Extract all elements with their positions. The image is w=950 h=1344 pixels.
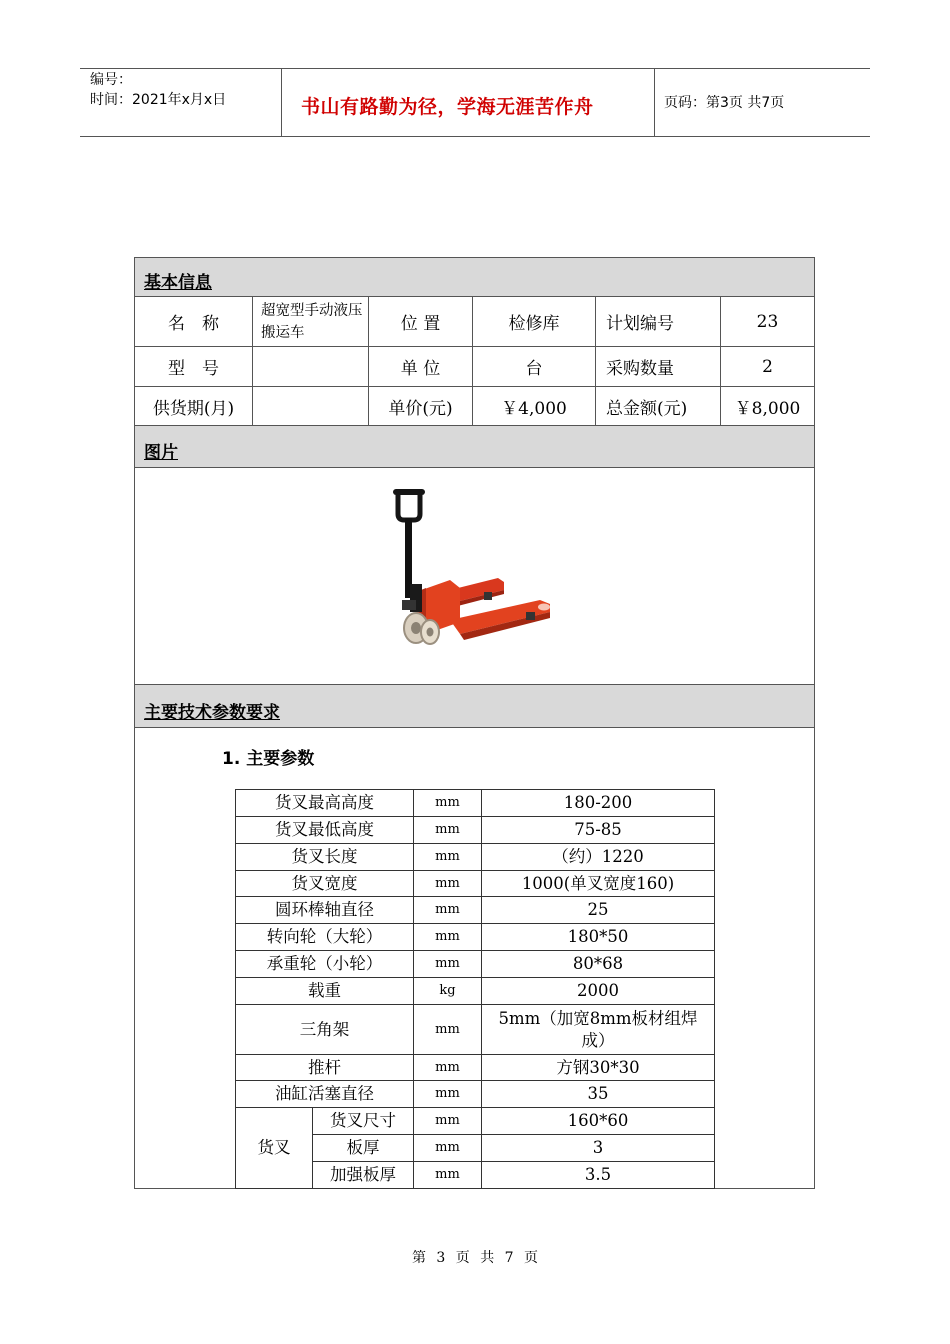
param-unit: mm [414, 1135, 482, 1162]
unit-price-label: 单价(元) [388, 398, 453, 419]
param-name: 货叉长度 [236, 844, 414, 871]
doc-time-label: 时间：2021年x月x日 [90, 92, 227, 108]
purchase-qty-value: 2 [762, 356, 773, 377]
param-name: 货叉宽度 [236, 871, 414, 897]
location-value: 检修库 [508, 314, 560, 334]
param-value: 25 [482, 897, 715, 924]
param-value: 180-200 [482, 790, 715, 817]
param-unit: mm [414, 844, 482, 871]
param-unit: mm [414, 951, 482, 978]
param-name: 承重轮（小轮） [236, 951, 414, 978]
location-label: 位 置 [400, 314, 441, 334]
header-divider-left [281, 68, 282, 136]
param-unit: mm [414, 1162, 482, 1189]
table-row [236, 1055, 715, 1081]
param-name: 油缸活塞直径 [236, 1081, 414, 1108]
table-row [236, 951, 715, 978]
param-name: 载重 [236, 978, 414, 1005]
param-value: （约）1220 [482, 844, 715, 871]
params-table [235, 789, 715, 1189]
model-value [253, 347, 368, 386]
param-unit: mm [414, 790, 482, 817]
param-unit: mm [414, 1055, 482, 1081]
name-label: 名 称 [168, 314, 219, 334]
param-value: 3.5 [482, 1162, 715, 1189]
main-params-heading: 1. 主要参数 [222, 749, 315, 769]
param-unit: mm [414, 817, 482, 844]
tech-title: 主要技术参数要求 [144, 703, 280, 723]
param-name: 加强板厚 [313, 1162, 414, 1189]
table-row [236, 790, 715, 817]
param-unit: mm [414, 897, 482, 924]
model-label: 型 号 [168, 359, 219, 379]
total-amount-value: ￥8,000 [734, 398, 801, 419]
param-unit: mm [414, 924, 482, 951]
picture-title: 图片 [144, 443, 178, 463]
total-amount-label: 总金额(元) [606, 398, 688, 419]
basic-info-section-bar [135, 258, 814, 297]
delivery-period-value [253, 387, 368, 425]
table-row [236, 1081, 715, 1108]
table-row [236, 817, 715, 844]
plan-number-label: 计划编号 [606, 314, 674, 334]
doc-number-label: 编号： [90, 72, 132, 88]
param-value: 35 [482, 1081, 715, 1108]
param-name: 板厚 [313, 1135, 414, 1162]
header-bottom-rule [80, 136, 870, 137]
purchase-qty-label: 采购数量 [606, 359, 674, 379]
basic-info-title: 基本信息 [144, 273, 212, 293]
param-name: 转向轮（大轮） [236, 924, 414, 951]
header-top-rule [80, 68, 870, 69]
page-footer: 第 3 页 共 7 页 [411, 1250, 539, 1266]
param-name: 三角架 [236, 1005, 414, 1055]
header-page-info: 页码：第3页 共7页 [664, 95, 785, 111]
param-value: 80*68 [482, 951, 715, 978]
unit-value: 台 [525, 359, 543, 379]
param-value: 75-85 [482, 817, 715, 844]
param-unit: mm [414, 1108, 482, 1135]
param-name: 推杆 [236, 1055, 414, 1081]
param-value: 2000 [482, 978, 715, 1005]
tech-section-bar [135, 684, 814, 728]
unit-label: 单 位 [400, 359, 441, 379]
plan-number-value: 23 [756, 311, 779, 332]
param-unit: mm [414, 1081, 482, 1108]
header-divider-right [654, 68, 655, 136]
param-value: 方钢30*30 [482, 1055, 715, 1081]
param-name: 圆环棒轴直径 [236, 897, 414, 924]
pallet-jack-image [380, 484, 570, 652]
param-unit: kg [414, 978, 482, 1005]
table-row [236, 924, 715, 951]
param-value: 180*50 [482, 924, 715, 951]
param-value: 5mm（加宽8mm板材组焊成） [482, 1005, 715, 1055]
unit-price-value: ￥4,000 [501, 398, 567, 419]
table-row [236, 897, 715, 924]
param-unit: mm [414, 1005, 482, 1055]
param-value: 160*60 [482, 1108, 715, 1135]
param-unit: mm [414, 871, 482, 897]
param-value: 1000(单叉宽度160) [482, 871, 715, 897]
picture-section-bar [135, 426, 814, 468]
param-name: 货叉最高高度 [236, 790, 414, 817]
param-value: 3 [482, 1135, 715, 1162]
delivery-period-label: 供货期(月) [152, 398, 235, 419]
param-name: 货叉最低高度 [236, 817, 414, 844]
header-motto: 书山有路勤为径，学海无涯苦作舟 [301, 96, 594, 118]
param-name: 货叉尺寸 [313, 1108, 414, 1135]
table-row [236, 1108, 715, 1135]
table-row [236, 844, 715, 871]
table-row [236, 978, 715, 1005]
table-row [236, 1005, 715, 1055]
fork-group-label: 货叉 [236, 1108, 313, 1189]
name-value: 超宽型手动液压搬运车 [261, 302, 363, 341]
table-row [236, 871, 715, 897]
